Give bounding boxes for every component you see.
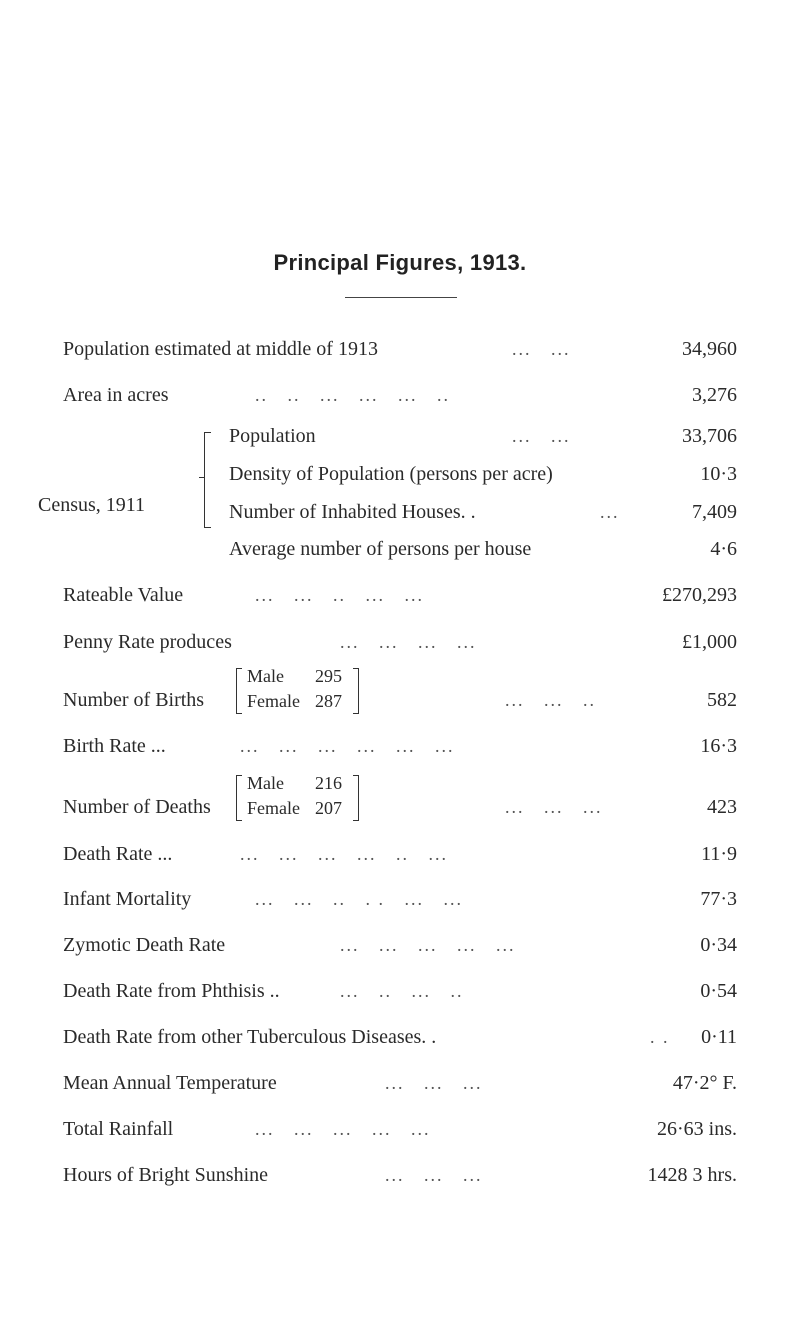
leader-dots: ... ... ... ... .. ...: [240, 844, 448, 864]
rateable-value: £270,293: [662, 584, 737, 606]
avg-persons-value: 4·6: [710, 538, 737, 560]
temperature-value: 47·2° F.: [672, 1072, 737, 1094]
leader-dots: ... .. ... ..: [340, 981, 464, 1001]
births-value: 582: [707, 689, 737, 711]
leader-dots: ... ... ...: [385, 1073, 483, 1093]
sunshine-value: 1428 3 hrs.: [647, 1164, 737, 1186]
births-female-value: 287: [315, 691, 342, 711]
births-female-label: Female: [247, 691, 300, 711]
leader-dots: ...: [600, 502, 620, 522]
leader-dots: ... ... ..: [505, 690, 596, 710]
sunshine-label: Hours of Bright Sunshine: [63, 1164, 268, 1186]
death-rate-label: Death Rate ...: [63, 843, 173, 865]
penny-rate-label: Penny Rate produces: [63, 631, 232, 653]
births-label: Number of Births: [63, 689, 205, 711]
rainfall-label: Total Rainfall: [63, 1118, 174, 1140]
rainfall-value: 26·63 ins.: [657, 1118, 737, 1140]
zymotic-label: Zymotic Death Rate: [63, 934, 226, 956]
leader-dots: ... ... ... ... ...: [255, 1119, 431, 1139]
leader-dots: ... ... ... ...: [340, 632, 477, 652]
births-brace-right: [353, 668, 359, 714]
temperature-label: Mean Annual Temperature: [63, 1072, 277, 1094]
tuberculous-value: 0·11: [701, 1026, 737, 1048]
birth-rate-label: Birth Rate ...: [63, 735, 166, 757]
area-label: Area in acres: [63, 384, 169, 406]
phthisis-value: 0·54: [700, 980, 737, 1002]
brace-tip: [199, 477, 205, 478]
leader-dots: ... ... ... ... ...: [340, 935, 516, 955]
leader-dots: ... ... .. ... ...: [255, 585, 424, 605]
census-label: Census, 1911: [38, 494, 146, 516]
census-population-label: Population: [229, 425, 316, 447]
deaths-female-label: Female: [247, 798, 300, 818]
deaths-female-value: 207: [315, 798, 342, 818]
deaths-brace: [236, 775, 242, 821]
leader-dots: ... ... ...: [385, 1165, 483, 1185]
leader-dots: ... ... .. . . ... ...: [255, 889, 463, 909]
infant-mortality-value: 77·3: [700, 888, 737, 910]
deaths-value: 423: [707, 796, 737, 818]
leader-dots: .. .. ... ... ... ..: [255, 385, 450, 405]
deaths-male-label: Male: [247, 773, 284, 793]
population-value: 34,960: [682, 338, 737, 360]
infant-mortality-label: Infant Mortality: [63, 888, 192, 910]
census-brace: [204, 432, 211, 528]
zymotic-value: 0·34: [700, 934, 737, 956]
rateable-label: Rateable Value: [63, 584, 184, 606]
births-male-label: Male: [247, 666, 284, 686]
houses-label: Number of Inhabited Houses. .: [229, 501, 476, 523]
deaths-brace-right: [353, 775, 359, 821]
title-divider: [345, 297, 457, 298]
penny-rate-value: £1,000: [682, 631, 737, 653]
area-value: 3,276: [692, 384, 737, 406]
leader-dots: ... ...: [512, 339, 571, 359]
leader-dots: ... ...: [512, 426, 571, 446]
death-rate-value: 11·9: [701, 843, 737, 865]
deaths-label: Number of Deaths: [63, 796, 211, 818]
births-brace: [236, 668, 242, 714]
population-label: Population estimated at middle of 1913: [63, 338, 378, 360]
page-title: Principal Figures, 1913.: [273, 250, 527, 275]
births-male-value: 295: [315, 666, 342, 686]
leader-dots: ... ... ... ... ... ...: [240, 736, 455, 756]
deaths-male-value: 216: [315, 773, 342, 793]
tuberculous-label: Death Rate from other Tuberculous Diseases. .: [63, 1026, 437, 1048]
leader-dots: . .: [650, 1027, 670, 1047]
houses-value: 7,409: [692, 501, 737, 523]
census-population-value: 33,706: [682, 425, 737, 447]
phthisis-label: Death Rate from Phthisis ..: [63, 980, 280, 1002]
avg-persons-label: Average number of persons per house: [229, 538, 532, 560]
density-value: 10·3: [700, 463, 737, 485]
leader-dots: ... ... ...: [505, 797, 603, 817]
density-label: Density of Population (persons per acre): [229, 463, 553, 485]
birth-rate-value: 16·3: [700, 735, 737, 757]
